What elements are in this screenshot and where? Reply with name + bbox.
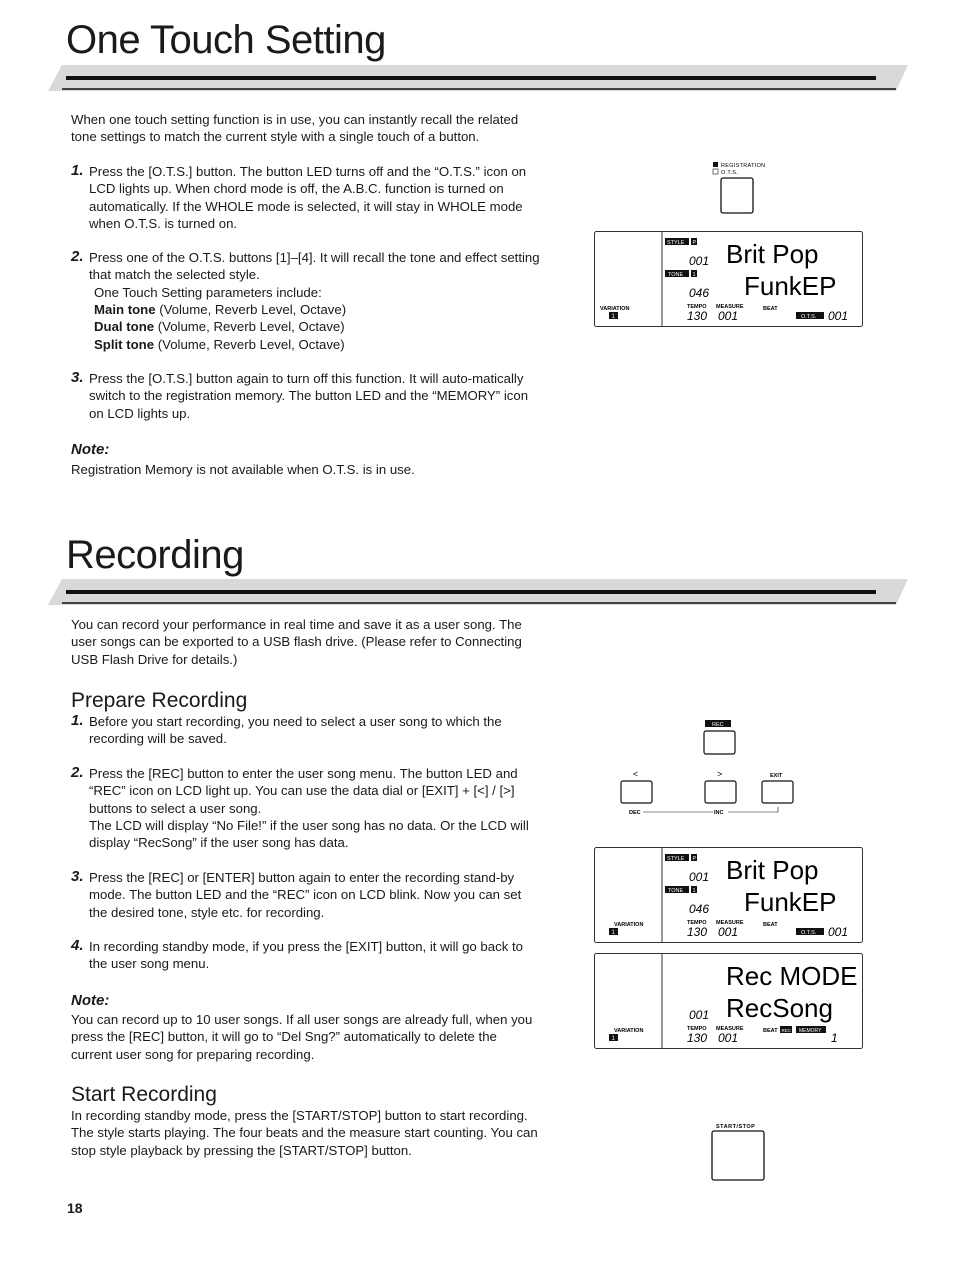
svg-text:001: 001 xyxy=(689,254,710,268)
note-heading: Note: xyxy=(71,992,110,1009)
svg-text:TEMPO: TEMPO xyxy=(687,304,707,310)
svg-text:Brit Pop: Brit Pop xyxy=(726,855,819,885)
step-text: Press the [REC] or [ENTER] button again to enter the recording stand-by mode. The button LED and the “REC” icon on LCD blink. Now you can set the desired tone, style etc. for recording. xyxy=(89,870,522,920)
svg-text:BEAT: BEAT xyxy=(763,1028,778,1034)
svg-text:O.T.S.: O.T.S. xyxy=(721,170,739,176)
svg-text:MEASURE: MEASURE xyxy=(716,920,744,926)
subheading-start: Start Recording xyxy=(71,1083,217,1106)
step-extra-text: The LCD will display “No File!” if the user song has no data. Or the LCD will display “RecSong” if the user song has data. xyxy=(89,818,529,851)
step-text: Press the [O.T.S.] button. The button LED turns off and the “O.T.S.” icon on LCD lights up. When chord mode is off, the A.B.C. function is turned on automatically. If the WHOLE mode is selected, it will stay in WHOLE mode when O.T.S. is turned on. xyxy=(89,164,527,232)
svg-text:046: 046 xyxy=(689,902,710,916)
svg-text:001: 001 xyxy=(718,925,739,939)
svg-text:INC: INC xyxy=(714,810,724,816)
svg-text:EXIT: EXIT xyxy=(770,773,783,779)
svg-text:1: 1 xyxy=(611,930,615,936)
params-intro: One Touch Setting parameters include: xyxy=(94,285,322,300)
svg-text:REC: REC xyxy=(712,722,724,728)
svg-text:TONE: TONE xyxy=(668,888,684,894)
svg-text:O.T.S.: O.T.S. xyxy=(801,314,817,320)
svg-text:DEC: DEC xyxy=(629,810,641,816)
svg-text:Brit Pop: Brit Pop xyxy=(726,239,819,269)
ots-button[interactable] xyxy=(721,178,753,213)
svg-text:001: 001 xyxy=(828,309,849,323)
section-title-recording: Recording xyxy=(66,533,244,577)
svg-text:BEAT: BEAT xyxy=(763,306,778,312)
rec-buttons-figure xyxy=(612,716,802,820)
svg-text:130: 130 xyxy=(687,1031,708,1045)
page-number: 18 xyxy=(67,1200,83,1216)
ots-button-figure xyxy=(700,158,780,218)
step-number: 3. xyxy=(71,369,84,386)
svg-text:130: 130 xyxy=(687,925,708,939)
param-item: Main tone (Volume, Reverb Level, Octave) xyxy=(94,302,347,317)
svg-text:1: 1 xyxy=(611,1036,615,1042)
step-number: 1. xyxy=(71,162,84,179)
svg-text:Rec MODE: Rec MODE xyxy=(726,961,858,991)
recording-intro: You can record your performance in real time and save it as a user song. The user songs can be exported to a USB flash drive. (Please refer to Connecting USB Flash Drive for details.) xyxy=(71,617,522,667)
svg-text:VARIATION: VARIATION xyxy=(614,1028,644,1034)
note-text: You can record up to 10 user songs. If all user songs are already full, when you press the [REC] button, it will go to “Del Sng?” automatically to delete the current user song for preparing recording. xyxy=(71,1012,533,1062)
svg-text:REGISTRATION: REGISTRATION xyxy=(721,163,766,169)
svg-text:001: 001 xyxy=(689,870,710,884)
step-number: 3. xyxy=(71,868,84,885)
step-text: In recording standby mode, if you press the [EXIT] button, it will go back to the user song menu. xyxy=(89,939,523,972)
svg-text:<: < xyxy=(633,769,639,779)
svg-text:001: 001 xyxy=(689,1008,710,1022)
svg-text:START/STOP: START/STOP xyxy=(716,1124,756,1130)
svg-text:STYLE: STYLE xyxy=(667,856,685,862)
section-divider-bar xyxy=(48,65,908,91)
param-item: Dual tone (Volume, Reverb Level, Octave) xyxy=(94,319,345,334)
step-number: 4. xyxy=(71,937,84,954)
section-title-ots: One Touch Setting xyxy=(66,18,386,62)
svg-text:1: 1 xyxy=(692,272,696,278)
svg-text:001: 001 xyxy=(718,1031,739,1045)
svg-text:MEASURE: MEASURE xyxy=(716,304,744,310)
section-divider-bar xyxy=(48,579,908,605)
note-text: Registration Memory is not available when O.T.S. is in use. xyxy=(71,462,415,477)
svg-text:REC: REC xyxy=(781,1028,792,1033)
start-stop-button[interactable] xyxy=(712,1131,764,1180)
svg-text:RecSong: RecSong xyxy=(726,993,833,1023)
svg-text:O.T.S.: O.T.S. xyxy=(801,930,817,936)
lcd-display-ots xyxy=(594,231,863,327)
step-number: 2. xyxy=(71,764,84,781)
note-heading: Note: xyxy=(71,441,110,458)
svg-text:1: 1 xyxy=(831,1031,838,1045)
svg-text:BEAT: BEAT xyxy=(763,922,778,928)
svg-text:VARIATION: VARIATION xyxy=(600,306,630,312)
svg-text:130: 130 xyxy=(687,309,708,323)
step-number: 1. xyxy=(71,712,84,729)
svg-text:VARIATION: VARIATION xyxy=(614,922,644,928)
step-text: Press the [REC] button to enter the user song menu. The button LED and “REC” icon on LCD light up. You can use the data dial or [EXIT] + [<] / [>] buttons to select a user song. xyxy=(89,766,518,816)
svg-text:1: 1 xyxy=(692,888,696,894)
svg-text:FunkEP: FunkEP xyxy=(744,271,837,301)
svg-text:MEASURE: MEASURE xyxy=(716,1026,744,1032)
svg-text:>: > xyxy=(717,769,723,779)
ots-intro: When one touch setting function is in use, you can instantly recall the related tone settings to match the current style with a single touch of a button. xyxy=(71,112,519,145)
param-item: Split tone (Volume, Reverb Level, Octave) xyxy=(94,337,345,352)
svg-text:1: 1 xyxy=(611,314,615,320)
svg-text:MEMORY: MEMORY xyxy=(799,1028,822,1034)
svg-text:P: P xyxy=(692,240,697,246)
subheading-prepare: Prepare Recording xyxy=(71,689,248,712)
svg-text:TEMPO: TEMPO xyxy=(687,920,707,926)
svg-text:046: 046 xyxy=(689,286,710,300)
lcd-display-style xyxy=(594,847,863,943)
svg-text:STYLE: STYLE xyxy=(667,240,685,246)
step-text: Before you start recording, you need to select a user song to which the recording will be saved. xyxy=(89,714,502,747)
start-recording-text: In recording standby mode, press the [START/STOP] button to start recording. The style starts playing. The four beats and the measure start counting. You can stop style playback by pressing the [START/STOP] button. xyxy=(71,1108,538,1158)
svg-text:P: P xyxy=(692,856,697,862)
svg-text:001: 001 xyxy=(718,309,739,323)
rec-button[interactable] xyxy=(704,731,735,754)
step-text: Press the [O.T.S.] button again to turn off this function. It will auto-matically switch to the registration memory. The button LED and the “MEMORY” icon on LCD lights up. xyxy=(89,371,529,421)
lcd-display-rec-mode xyxy=(594,953,863,1049)
left-button[interactable] xyxy=(621,781,652,803)
step-text: Press one of the O.T.S. buttons [1]–[4]. It will recall the tone and effect setting that match the selected style. xyxy=(89,250,540,283)
svg-text:TEMPO: TEMPO xyxy=(687,1026,707,1032)
right-button[interactable] xyxy=(705,781,736,803)
svg-text:001: 001 xyxy=(828,925,849,939)
svg-text:TONE: TONE xyxy=(668,272,684,278)
svg-text:FunkEP: FunkEP xyxy=(744,887,837,917)
step-number: 2. xyxy=(71,248,84,265)
exit-button[interactable] xyxy=(762,781,793,803)
start-stop-figure xyxy=(706,1118,772,1184)
